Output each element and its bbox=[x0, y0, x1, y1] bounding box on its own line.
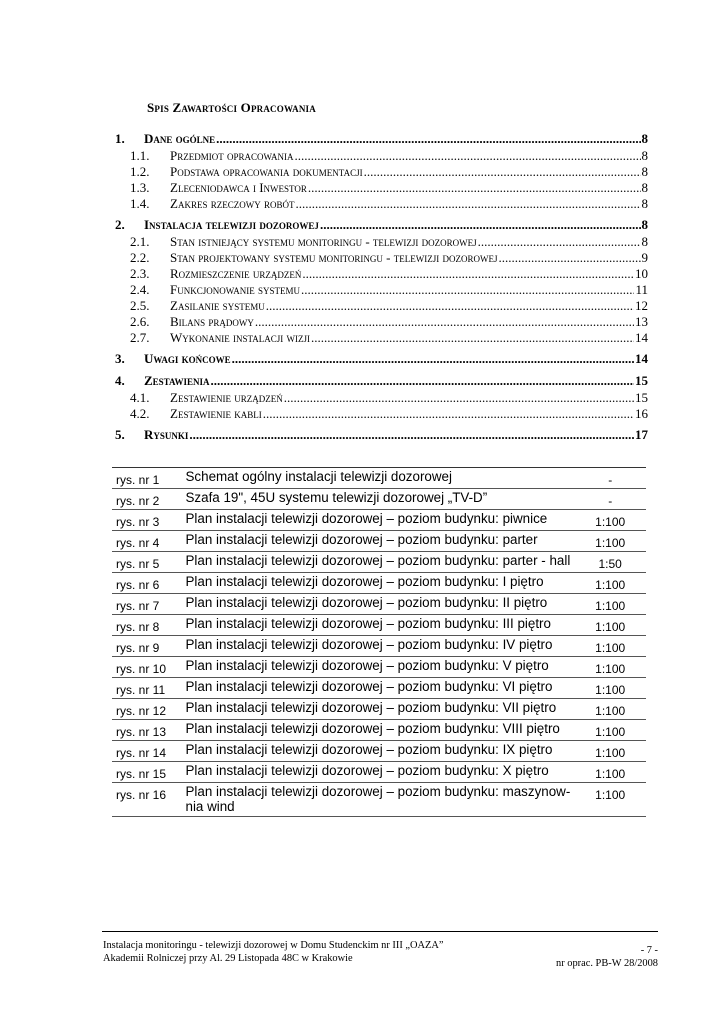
toc-entry[interactable] bbox=[115, 196, 648, 212]
drawing-row bbox=[112, 615, 646, 636]
toc-entry-label: Wykonanie instalacji wizji bbox=[170, 330, 311, 345]
drawing-scale: 1:50 bbox=[574, 552, 646, 573]
drawing-scale: 1:100 bbox=[574, 678, 646, 699]
toc-entry-page: 8 bbox=[641, 164, 648, 179]
toc-entry[interactable] bbox=[115, 234, 648, 250]
toc-leader-dots bbox=[216, 131, 640, 147]
drawing-description: Plan instalacji telewizji dozorowej – poziom budynku: IX piętro bbox=[186, 741, 575, 762]
drawing-row bbox=[112, 699, 646, 720]
drawing-description: Plan instalacji telewizji dozorowej – poziom budynku: II piętro bbox=[186, 594, 575, 615]
toc-entry-number: 3. bbox=[115, 351, 125, 366]
drawing-scale: 1:100 bbox=[574, 594, 646, 615]
drawing-row bbox=[112, 783, 646, 817]
drawing-description: Szafa 19", 45U systemu telewizji dozorowej „TV-D” bbox=[186, 489, 575, 510]
drawing-scale: - bbox=[574, 489, 646, 510]
drawing-scale: 1:100 bbox=[574, 741, 646, 762]
toc-leader-dots bbox=[263, 406, 634, 422]
toc-entry-number: 5. bbox=[115, 427, 125, 442]
toc-leader-dots bbox=[232, 351, 634, 367]
drawing-description: Plan instalacji telewizji dozorowej – poziom budynku: maszynow-nia wind bbox=[186, 783, 575, 817]
toc-entry-label: Dane ogólne bbox=[144, 131, 216, 146]
drawing-row bbox=[112, 594, 646, 615]
drawing-description: Plan instalacji telewizji dozorowej – poziom budynku: VI piętro bbox=[186, 678, 575, 699]
toc-entry-number: 2.6. bbox=[130, 314, 150, 329]
drawing-number: rys. nr 10 bbox=[112, 657, 186, 678]
drawing-row bbox=[112, 573, 646, 594]
toc-entry[interactable] bbox=[115, 314, 648, 330]
drawing-scale: 1:100 bbox=[574, 510, 646, 531]
toc-entry-label: Stan istniejący systemu monitoringu - telewizji dozorowej bbox=[170, 234, 477, 249]
toc-entry-number: 2.5. bbox=[130, 298, 150, 313]
toc-entry-page: 8 bbox=[641, 148, 648, 163]
toc-entry[interactable] bbox=[115, 298, 648, 314]
toc-leader-dots bbox=[302, 266, 634, 282]
toc-entry[interactable] bbox=[115, 351, 648, 368]
toc-leader-dots bbox=[295, 196, 640, 212]
drawing-row bbox=[112, 720, 646, 741]
toc-entry-page: 15 bbox=[635, 390, 648, 405]
toc-leader-dots bbox=[301, 282, 634, 298]
drawing-description: Plan instalacji telewizji dozorowej – poziom budynku: parter bbox=[186, 531, 575, 552]
toc-entry[interactable] bbox=[115, 390, 648, 406]
toc-entry-label: Zestawienie urządzeń bbox=[170, 390, 283, 405]
drawing-description: Plan instalacji telewizji dozorowej – poziom budynku: X piętro bbox=[186, 762, 575, 783]
toc-entry-page: 17 bbox=[635, 427, 648, 442]
drawing-number: rys. nr 1 bbox=[112, 468, 186, 489]
drawing-scale: - bbox=[574, 468, 646, 489]
toc-leader-dots bbox=[284, 390, 634, 406]
drawing-number: rys. nr 2 bbox=[112, 489, 186, 510]
toc-entry-page: 8 bbox=[641, 234, 648, 249]
drawing-number: rys. nr 4 bbox=[112, 531, 186, 552]
drawing-row bbox=[112, 552, 646, 573]
toc-leader-dots bbox=[189, 427, 634, 443]
toc-entry-number: 4.2. bbox=[130, 406, 150, 421]
drawing-description: Plan instalacji telewizji dozorowej – poziom budynku: IV piętro bbox=[186, 636, 575, 657]
toc-entry[interactable] bbox=[115, 131, 648, 148]
toc-entry-label: Stan projektowany systemu monitoringu - telewizji dozorowej bbox=[170, 250, 498, 265]
toc-leader-dots bbox=[308, 180, 641, 196]
toc-entry[interactable] bbox=[115, 406, 648, 422]
toc-entry[interactable] bbox=[115, 180, 648, 196]
toc-leader-dots bbox=[364, 164, 641, 180]
drawing-description: Plan instalacji telewizji dozorowej – poziom budynku: V piętro bbox=[186, 657, 575, 678]
toc-entry-page: 8 bbox=[641, 131, 648, 146]
drawing-scale: 1:100 bbox=[574, 531, 646, 552]
drawing-number: rys. nr 14 bbox=[112, 741, 186, 762]
toc-entry[interactable] bbox=[115, 217, 648, 234]
footer-project-line-1: Instalacja monitoringu - telewizji dozorowej w Domu Studenckim nr III „OAZA” bbox=[103, 940, 444, 951]
drawing-scale: 1:100 bbox=[574, 720, 646, 741]
toc-leader-dots bbox=[266, 298, 634, 314]
footer-project-info bbox=[103, 940, 444, 965]
toc-entry-page: 15 bbox=[635, 373, 648, 388]
toc-entry-label: Zestawienie kabli bbox=[170, 406, 262, 421]
drawing-number: rys. nr 15 bbox=[112, 762, 186, 783]
toc-entry-number: 2.2. bbox=[130, 250, 150, 265]
toc-entry-number: 1.4. bbox=[130, 196, 150, 211]
toc-entry-number: 2.3. bbox=[130, 266, 150, 281]
toc-entry-label: Zestawienia bbox=[144, 373, 210, 388]
toc-entry-label: Funkcjonowanie systemu bbox=[170, 282, 300, 297]
toc-entry-number: 4. bbox=[115, 373, 125, 388]
drawing-number: rys. nr 5 bbox=[112, 552, 186, 573]
drawing-description: Plan instalacji telewizji dozorowej – poziom budynku: VII piętro bbox=[186, 699, 575, 720]
toc-entry[interactable] bbox=[115, 427, 648, 444]
toc-leader-dots bbox=[294, 148, 640, 164]
toc-entry-label: Zleceniodawca i Inwestor bbox=[170, 180, 307, 195]
toc-leader-dots bbox=[498, 250, 640, 266]
toc-entry-page: 8 bbox=[641, 196, 648, 211]
footer-page-info bbox=[556, 945, 658, 970]
toc-entry-label: Przedmiot opracowania bbox=[170, 148, 294, 163]
drawing-row bbox=[112, 762, 646, 783]
toc-entry[interactable] bbox=[115, 164, 648, 180]
toc-entry-number: 1.2. bbox=[130, 164, 150, 179]
drawing-row bbox=[112, 657, 646, 678]
drawing-scale: 1:100 bbox=[574, 762, 646, 783]
drawing-row bbox=[112, 489, 646, 510]
table-of-contents bbox=[115, 126, 648, 444]
toc-entry[interactable] bbox=[115, 373, 648, 390]
drawing-number: rys. nr 8 bbox=[112, 615, 186, 636]
toc-entry-page: 14 bbox=[635, 351, 648, 366]
drawing-description: Plan instalacji telewizji dozorowej – poziom budynku: piwnice bbox=[186, 510, 575, 531]
toc-entry[interactable] bbox=[115, 266, 648, 282]
toc-entry-page: 8 bbox=[641, 180, 648, 195]
toc-entry-label: Podstawa opracowania dokumentacji bbox=[170, 164, 363, 179]
toc-leader-dots bbox=[478, 234, 641, 250]
drawing-row bbox=[112, 531, 646, 552]
toc-entry-label: Zakres rzeczowy robót bbox=[170, 196, 295, 211]
drawing-description: Schemat ogólny instalacji telewizji dozorowej bbox=[186, 468, 575, 489]
toc-entry-page: 12 bbox=[635, 298, 648, 313]
drawing-description: Plan instalacji telewizji dozorowej – poziom budynku: VIII piętro bbox=[186, 720, 575, 741]
toc-entry-page: 11 bbox=[635, 282, 648, 297]
drawing-number: rys. nr 6 bbox=[112, 573, 186, 594]
toc-entry-page: 9 bbox=[641, 250, 648, 265]
drawing-row bbox=[112, 678, 646, 699]
toc-entry-number: 1.3. bbox=[130, 180, 150, 195]
drawing-scale: 1:100 bbox=[574, 657, 646, 678]
drawing-number: rys. nr 12 bbox=[112, 699, 186, 720]
drawing-number: rys. nr 11 bbox=[112, 678, 186, 699]
toc-entry-number: 1.1. bbox=[130, 148, 150, 163]
toc-leader-dots bbox=[255, 314, 634, 330]
toc-entry-number: 1. bbox=[115, 131, 125, 146]
footer-divider bbox=[102, 931, 658, 932]
toc-entry[interactable] bbox=[115, 282, 648, 298]
drawings-list-table bbox=[112, 467, 646, 817]
toc-entry-page: 16 bbox=[635, 406, 648, 421]
drawing-row bbox=[112, 636, 646, 657]
toc-entry-page: 14 bbox=[635, 330, 648, 345]
toc-entry-number: 2.7. bbox=[130, 330, 150, 345]
toc-entry-label: Uwagi końcowe bbox=[144, 351, 231, 366]
drawing-row bbox=[112, 510, 646, 531]
toc-title: Spis Zawartości Opracowania bbox=[147, 100, 316, 115]
drawing-number: rys. nr 3 bbox=[112, 510, 186, 531]
drawing-scale: 1:100 bbox=[574, 699, 646, 720]
drawing-scale: 1:100 bbox=[574, 573, 646, 594]
toc-leader-dots bbox=[320, 217, 641, 233]
footer-project-line-2: Akademii Rolniczej przy Al. 29 Listopada 48C w Krakowie bbox=[103, 952, 353, 964]
toc-entry-label: Bilans prądowy bbox=[170, 314, 254, 329]
toc-entry-page: 8 bbox=[641, 217, 648, 232]
drawing-number: rys. nr 9 bbox=[112, 636, 186, 657]
toc-entry-page: 10 bbox=[635, 266, 648, 281]
drawing-row bbox=[112, 741, 646, 762]
toc-entry[interactable] bbox=[115, 250, 648, 266]
drawing-description: Plan instalacji telewizji dozorowej – poziom budynku: III piętro bbox=[186, 615, 575, 636]
drawing-scale: 1:100 bbox=[574, 615, 646, 636]
toc-entry-label: Instalacja telewizji dozorowej bbox=[144, 217, 319, 232]
drawing-number: rys. nr 16 bbox=[112, 783, 186, 817]
toc-entry-number: 4.1. bbox=[130, 390, 150, 405]
toc-entry-number: 2. bbox=[115, 217, 125, 232]
drawing-scale: 1:100 bbox=[574, 783, 646, 817]
toc-entry-number: 2.4. bbox=[130, 282, 150, 297]
toc-entry-label: Zasilanie systemu bbox=[170, 298, 265, 313]
drawing-number: rys. nr 7 bbox=[112, 594, 186, 615]
footer-document-number: nr oprac. PB-W 28/2008 bbox=[556, 957, 658, 969]
toc-leader-dots bbox=[311, 330, 634, 346]
drawing-number: rys. nr 13 bbox=[112, 720, 186, 741]
toc-leader-dots bbox=[211, 373, 634, 389]
toc-entry-label: Rysunki bbox=[144, 427, 189, 442]
toc-entry-label: Rozmieszczenie urządzeń bbox=[170, 266, 302, 281]
toc-entry-number: 2.1. bbox=[130, 234, 150, 249]
drawing-description: Plan instalacji telewizji dozorowej – poziom budynku: parter - hall bbox=[186, 552, 575, 573]
toc-entry[interactable] bbox=[115, 330, 648, 346]
drawing-description: Plan instalacji telewizji dozorowej – poziom budynku: I piętro bbox=[186, 573, 575, 594]
toc-entry-page: 13 bbox=[635, 314, 648, 329]
drawing-scale: 1:100 bbox=[574, 636, 646, 657]
toc-entry[interactable] bbox=[115, 148, 648, 164]
drawing-row bbox=[112, 468, 646, 489]
footer-page-number: - 7 - bbox=[640, 945, 658, 956]
